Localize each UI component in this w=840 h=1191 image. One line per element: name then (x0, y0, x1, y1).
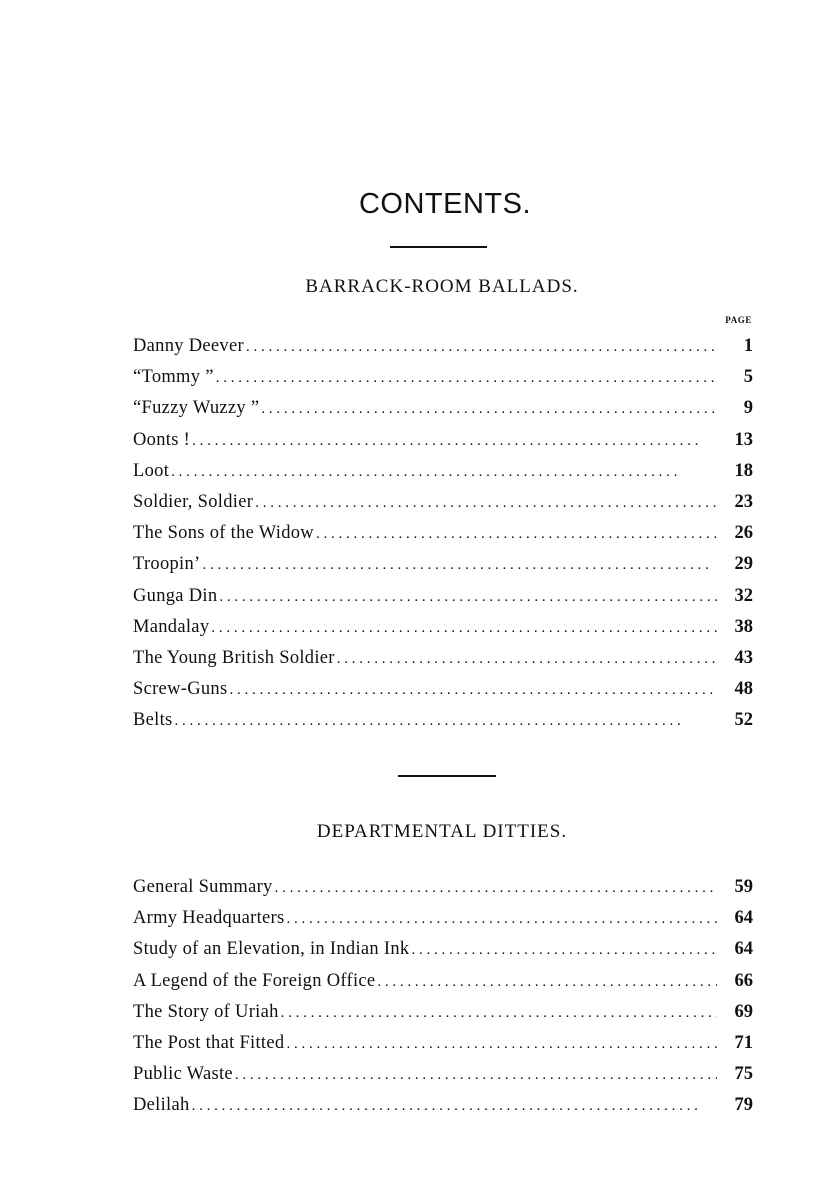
toc-entry (133, 674, 753, 705)
dot-leader (287, 904, 717, 935)
dot-leader (192, 426, 717, 457)
dot-leader (275, 873, 717, 904)
toc-entry (133, 362, 753, 393)
toc-entry-page-number: 75 (734, 1064, 753, 1085)
toc-entry-title: The Sons of the Widow (133, 523, 314, 544)
section-heading-departmental-ditties: DEPARTMENTAL DITTIES. (316, 821, 568, 842)
dot-leader (171, 457, 717, 488)
toc-entry-title: Loot (133, 460, 170, 481)
toc-entry-title: Troopin’ (133, 554, 201, 575)
dot-leader (192, 1091, 717, 1122)
toc-entry-page-number: 13 (734, 429, 753, 450)
dot-leader (219, 582, 717, 613)
toc-entry (133, 581, 753, 612)
dot-leader (411, 935, 717, 966)
toc-entry-page-number: 9 (743, 398, 753, 419)
toc-entry-page-number: 48 (734, 679, 753, 700)
toc-entry (133, 997, 753, 1028)
title-divider (390, 246, 487, 248)
toc-entry (133, 903, 753, 934)
dot-leader (316, 519, 717, 550)
toc-entry (133, 518, 753, 549)
toc-entry-title: Mandalay (133, 616, 210, 637)
toc-entry-title: Oonts ! (133, 429, 191, 450)
section-divider (398, 775, 496, 777)
toc-list-departmental-ditties (133, 872, 753, 1122)
toc-entry-title: “Fuzzy Wuzzy ” (133, 398, 260, 419)
toc-entry (133, 331, 753, 362)
dot-leader (235, 1060, 717, 1091)
toc-entry-title: Study of an Elevation, in Indian Ink (133, 939, 410, 960)
toc-entry (133, 1090, 753, 1121)
dot-leader (175, 706, 717, 737)
toc-entry-title: Army Headquarters (133, 908, 285, 929)
toc-entry-page-number: 71 (734, 1032, 753, 1053)
toc-entry-title: Danny Deever (133, 336, 244, 356)
dot-leader (229, 675, 717, 706)
toc-entry-page-number: 32 (734, 585, 753, 606)
toc-entry-page-number: 5 (743, 367, 753, 388)
toc-entry-title: Public Waste (133, 1064, 233, 1085)
dot-leader (261, 394, 717, 425)
dot-leader (255, 488, 717, 519)
toc-entry-title: General Summary (133, 877, 273, 897)
toc-entry (133, 487, 753, 518)
toc-entry-page-number: 18 (734, 460, 753, 481)
toc-entry-page-number: 66 (734, 970, 753, 991)
dot-leader (377, 967, 717, 998)
toc-entry-page-number: 29 (734, 554, 753, 575)
toc-entry-title: Screw-Guns (133, 679, 228, 700)
dot-leader (337, 644, 717, 675)
dot-leader (286, 1029, 717, 1060)
toc-entry (133, 643, 753, 674)
dot-leader (246, 332, 717, 363)
toc-entry (133, 425, 753, 456)
toc-entry (133, 549, 753, 580)
toc-entry (133, 456, 753, 487)
toc-entry (133, 393, 753, 424)
toc-entry-page-number: 26 (734, 523, 753, 544)
toc-entry-title: Soldier, Soldier (133, 491, 254, 512)
toc-entry-title: Belts (133, 710, 173, 731)
toc-entry-title: The Post that Fitted (133, 1032, 285, 1053)
toc-entry-title: The Story of Uriah (133, 1001, 279, 1022)
toc-entry-page-number: 79 (734, 1095, 753, 1116)
toc-entry (133, 1059, 753, 1090)
dot-leader (281, 998, 717, 1029)
page-column-label: PAGE (725, 315, 752, 325)
toc-entry-page-number: 1 (743, 336, 753, 356)
toc-entry (133, 934, 753, 965)
toc-entry-title: Delilah (133, 1095, 190, 1116)
toc-entry-title: “Tommy ” (133, 367, 214, 388)
toc-entry-page-number: 64 (734, 939, 753, 960)
toc-entry-title: A Legend of the Foreign Office (133, 970, 376, 991)
page-title: CONTENTS. (358, 188, 532, 220)
toc-entry (133, 872, 753, 903)
toc-entry-page-number: 38 (734, 616, 753, 637)
toc-entry-title: The Young British Soldier (133, 647, 335, 668)
toc-entry (133, 612, 753, 643)
toc-list-barrack-room-ballads (133, 331, 753, 736)
toc-entry (133, 1028, 753, 1059)
toc-entry-page-number: 59 (734, 877, 753, 897)
toc-entry-page-number: 64 (734, 908, 753, 929)
toc-entry (133, 705, 753, 736)
dot-leader (216, 363, 717, 394)
toc-entry-title: Gunga Din (133, 585, 218, 606)
dot-leader (203, 550, 717, 581)
dot-leader (211, 613, 717, 644)
toc-entry-page-number: 52 (734, 710, 753, 731)
section-heading-barrack-room-ballads: BARRACK-ROOM BALLADS. (305, 276, 579, 297)
toc-entry-page-number: 43 (734, 647, 753, 668)
toc-entry (133, 966, 753, 997)
toc-entry-page-number: 69 (734, 1001, 753, 1022)
toc-entry-page-number: 23 (734, 491, 753, 512)
